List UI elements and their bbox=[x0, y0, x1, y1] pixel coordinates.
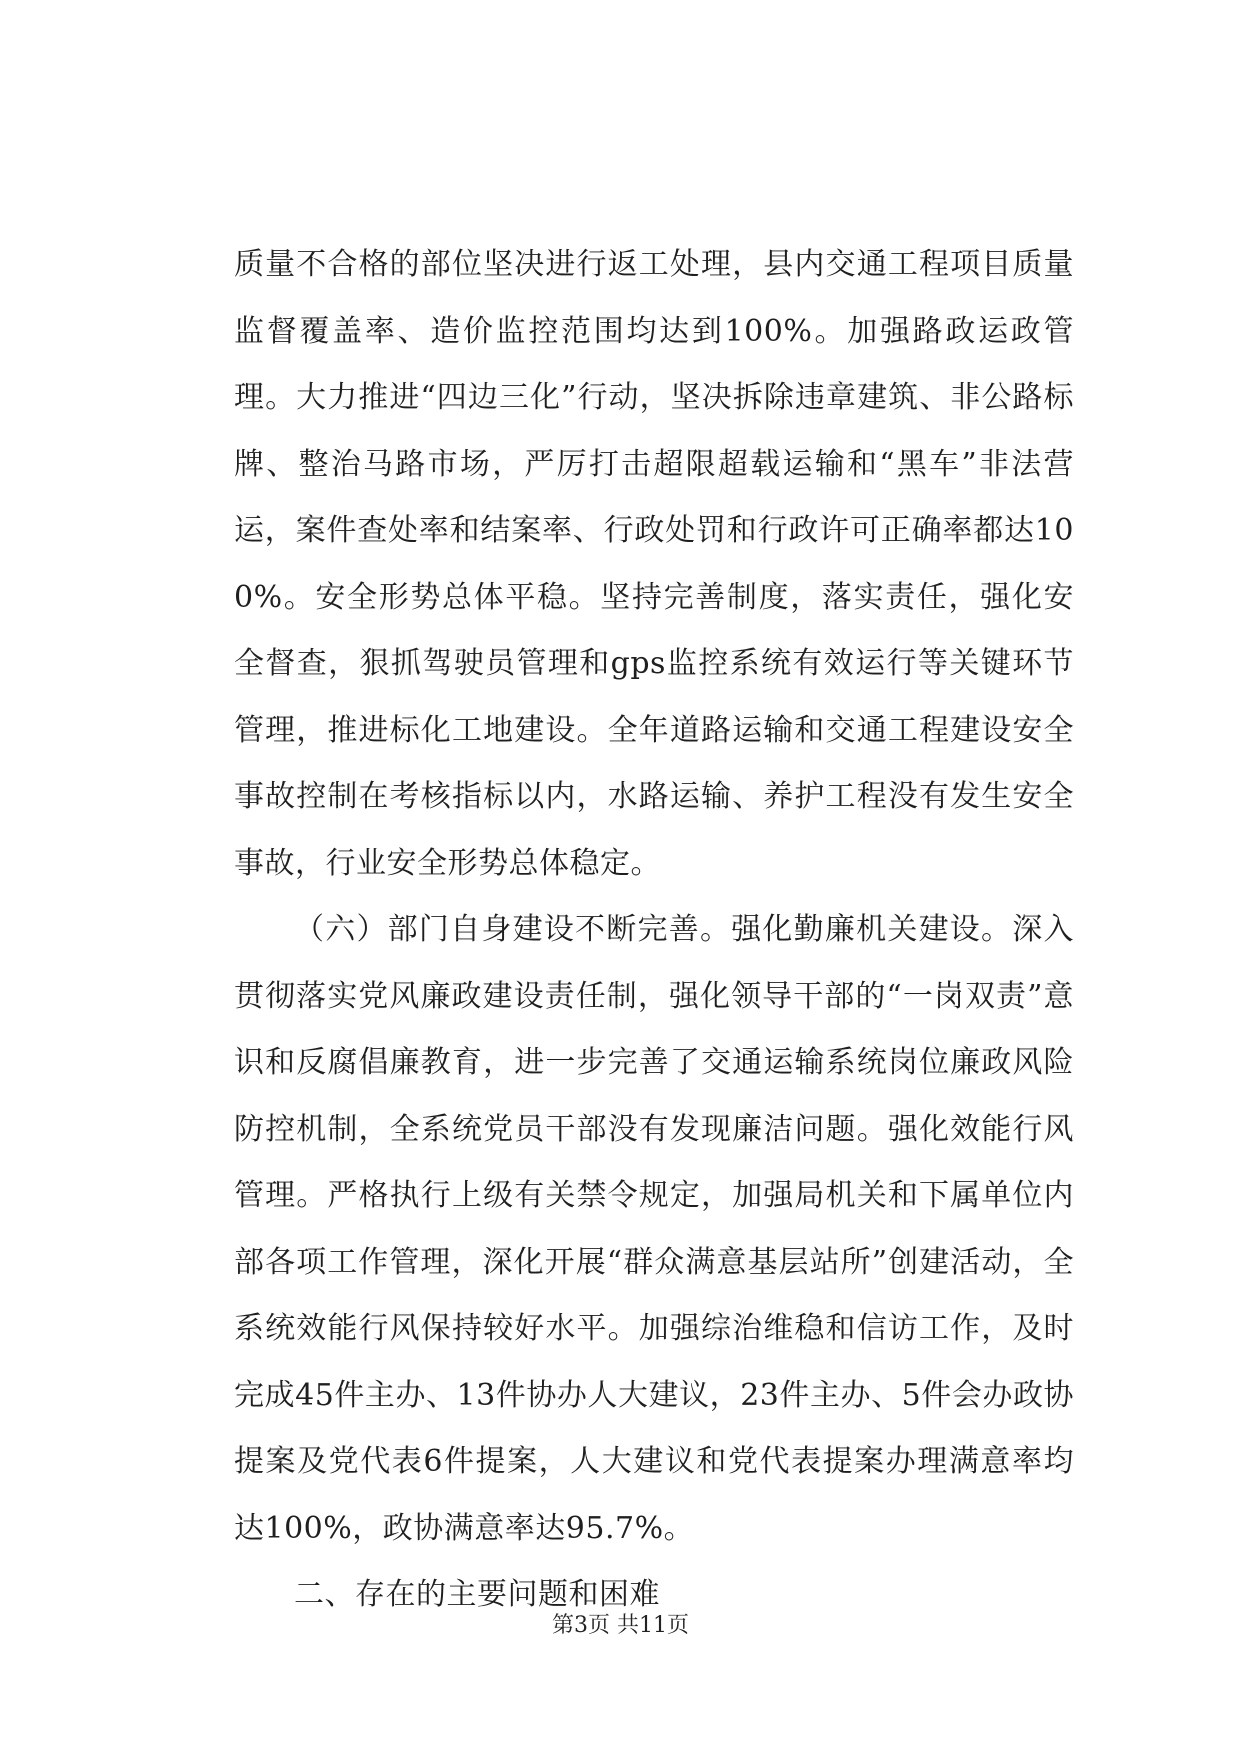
document-body bbox=[234, 232, 1074, 1629]
page-footer bbox=[0, 1611, 1241, 1641]
paragraph-quality-safety: 质量不合格的部位坚决进行返工处理，县内交通工程项目质量监督覆盖率、造价监控范围均达到100%。加强路政运政管理。大力推进“四边三化”行动，坚决拆除违章建筑、非公路标牌、整治马路市场，严厉打击超限超载运输和“黑车”非法营运，案件查处率和结案率、行政处罚和行政许可正确率都达100%。安全形势总体平稳。坚持完善制度，落实责任，强化安全督查，狠抓驾驶员管理和gps监控系统有效运行等关键环节管理，推进标化工地建设。全年道路运输和交通工程建设安全事故控制在考核指标以内，水路运输、养护工程没有发生安全事故，行业安全形势总体稳定。 bbox=[234, 247, 1074, 881]
section-heading: 二、存在的主要问题和困难 bbox=[294, 1577, 660, 1612]
paragraph-department-building: （六）部门自身建设不断完善。强化勤廉机关建设。深入贯彻落实党风廉政建设责任制，强化领导干部的“一岗双责”意识和反腐倡廉教育，进一步完善了交通运输系统岗位廉政风险防控机制，全系统党员干部没有发现廉洁问题。强化效能行风管理。严格执行上级有关禁令规定，加强局机关和下属单位内部各项工作管理，深化开展“群众满意基层站所”创建活动，全系统效能行风保持较好水平。加强综治维稳和信访工作，及时完成45件主办、13件协办人大建议，23件主办、5件会办政协提案及党代表6件提案，人大建议和党代表提案办理满意率均达100%，政协满意率达95.7%。 bbox=[234, 912, 1074, 1546]
page-number: 第3页 共11页 bbox=[552, 1613, 689, 1638]
